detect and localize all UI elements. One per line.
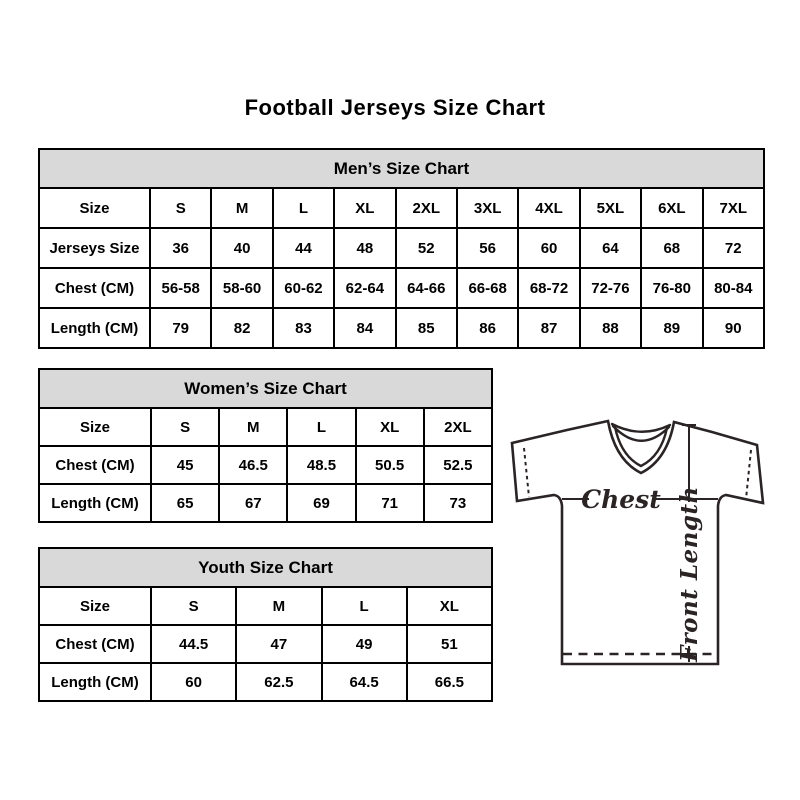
mens-size-table	[38, 148, 765, 349]
size-cell: 7XL	[703, 188, 764, 228]
size-cell: 66-68	[457, 268, 518, 308]
chest-label: Chest	[581, 485, 661, 514]
size-cell: 68	[641, 228, 702, 268]
size-cell: 66.5	[407, 663, 492, 701]
size-cell: 2XL	[424, 408, 492, 446]
size-cell: 80-84	[703, 268, 764, 308]
table-row	[39, 268, 764, 308]
size-cell: XL	[356, 408, 424, 446]
size-cell: M	[219, 408, 287, 446]
size-cell: 6XL	[641, 188, 702, 228]
size-cell: 40	[211, 228, 272, 268]
size-cell: 86	[457, 308, 518, 348]
size-cell: 49	[322, 625, 407, 663]
size-cell: 72-76	[580, 268, 641, 308]
size-cell: 5XL	[580, 188, 641, 228]
mens-table-title: Men’s Size Chart	[39, 149, 764, 188]
size-cell: 36	[150, 228, 211, 268]
table-row	[39, 408, 492, 446]
table-row	[39, 228, 764, 268]
size-cell: 89	[641, 308, 702, 348]
jersey-diagram	[505, 412, 770, 667]
size-cell: 76-80	[641, 268, 702, 308]
size-cell: 51	[407, 625, 492, 663]
size-cell: 64.5	[322, 663, 407, 701]
row-label: Length (CM)	[39, 308, 150, 348]
size-cell: 88	[580, 308, 641, 348]
size-cell: 85	[396, 308, 457, 348]
size-cell: 73	[424, 484, 492, 522]
table-row	[39, 625, 492, 663]
size-cell: 2XL	[396, 188, 457, 228]
size-cell: 83	[273, 308, 334, 348]
table-header-row	[39, 149, 764, 188]
size-cell: 60-62	[273, 268, 334, 308]
size-cell: 65	[151, 484, 219, 522]
size-cell: 69	[287, 484, 355, 522]
size-cell: 50.5	[356, 446, 424, 484]
size-cell: 82	[211, 308, 272, 348]
size-cell: 60	[151, 663, 236, 701]
size-cell: M	[211, 188, 272, 228]
page-title: Football Jerseys Size Chart	[244, 95, 546, 120]
size-cell: 58-60	[211, 268, 272, 308]
row-label: Size	[39, 408, 151, 446]
table-row	[39, 663, 492, 701]
collar-arc-back-icon	[612, 424, 670, 432]
row-label: Size	[39, 188, 150, 228]
size-cell: S	[150, 188, 211, 228]
size-cell: 47	[236, 625, 321, 663]
row-label: Length (CM)	[39, 663, 151, 701]
size-cell: 84	[334, 308, 395, 348]
table-row	[39, 188, 764, 228]
size-cell: 56	[457, 228, 518, 268]
table-row	[39, 446, 492, 484]
size-cell: 52	[396, 228, 457, 268]
womens-size-table	[38, 368, 493, 523]
table-header-row	[39, 548, 492, 587]
jersey-outline-icon	[512, 421, 763, 664]
size-cell: L	[287, 408, 355, 446]
row-label: Chest (CM)	[39, 625, 151, 663]
table-row	[39, 587, 492, 625]
youth-table-title: Youth Size Chart	[39, 548, 492, 587]
size-cell: 64	[580, 228, 641, 268]
size-cell: 44	[273, 228, 334, 268]
size-cell: XL	[334, 188, 395, 228]
row-label: Chest (CM)	[39, 446, 151, 484]
size-cell: 72	[703, 228, 764, 268]
row-label: Length (CM)	[39, 484, 151, 522]
size-cell: 87	[518, 308, 579, 348]
size-cell: L	[273, 188, 334, 228]
size-cell: 79	[150, 308, 211, 348]
table-row	[39, 484, 492, 522]
size-cell: 71	[356, 484, 424, 522]
size-cell: 3XL	[457, 188, 518, 228]
size-cell: 4XL	[518, 188, 579, 228]
size-cell: 52.5	[424, 446, 492, 484]
size-cell: 56-58	[150, 268, 211, 308]
size-cell: 64-66	[396, 268, 457, 308]
size-cell: 62-64	[334, 268, 395, 308]
table-header-row	[39, 369, 492, 408]
size-cell: 48	[334, 228, 395, 268]
size-cell: 60	[518, 228, 579, 268]
womens-table-title: Women’s Size Chart	[39, 369, 492, 408]
row-label: Chest (CM)	[39, 268, 150, 308]
size-cell: 62.5	[236, 663, 321, 701]
size-cell: 68-72	[518, 268, 579, 308]
front-length-label: Front Length	[676, 486, 703, 662]
size-cell: XL	[407, 587, 492, 625]
size-cell: 67	[219, 484, 287, 522]
row-label: Jerseys Size	[39, 228, 150, 268]
size-cell: S	[151, 408, 219, 446]
size-cell: 44.5	[151, 625, 236, 663]
row-label: Size	[39, 587, 151, 625]
youth-size-table	[38, 547, 493, 702]
table-row	[39, 308, 764, 348]
size-cell: M	[236, 587, 321, 625]
size-cell: 45	[151, 446, 219, 484]
size-cell: L	[322, 587, 407, 625]
size-cell: 48.5	[287, 446, 355, 484]
size-cell: 90	[703, 308, 764, 348]
size-cell: 46.5	[219, 446, 287, 484]
size-cell: S	[151, 587, 236, 625]
